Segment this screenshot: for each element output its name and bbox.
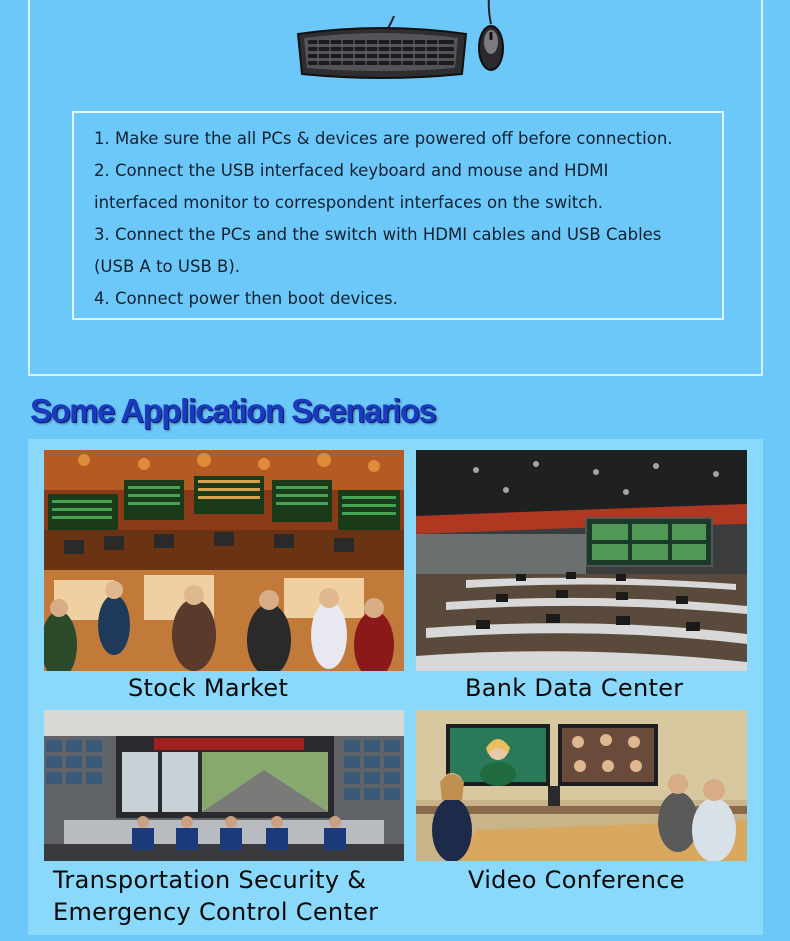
video-conference-caption: Video Conference <box>468 866 685 894</box>
keyboard-mouse-icon <box>294 16 470 82</box>
instructions-box <box>72 111 724 320</box>
instruction-line-2: 2. Connect the USB interfaced keyboard and mouse and HDMI <box>94 161 609 180</box>
stock-market-caption: Stock Market <box>128 674 289 702</box>
instruction-line-1: 1. Make sure the all PCs & devices are powered off before connection. <box>94 129 673 148</box>
section-title: Some Application Scenarios <box>30 392 436 429</box>
transportation-caption-line-1: Transportation Security & <box>53 866 367 894</box>
instruction-line-6: 4. Connect power then boot devices. <box>94 289 398 308</box>
video-conference-photo <box>416 710 747 861</box>
transportation-control-photo <box>44 710 404 861</box>
stock-market-photo <box>44 450 404 671</box>
bank-data-center-caption: Bank Data Center <box>465 674 684 702</box>
bank-data-center-photo <box>416 450 747 671</box>
transportation-caption-line-2: Emergency Control Center <box>53 898 379 926</box>
instruction-line-5: (USB A to USB B). <box>94 257 241 276</box>
instruction-line-4: 3. Connect the PCs and the switch with HDMI cables and USB Cables <box>94 225 662 244</box>
instruction-line-3: interfaced monitor to correspondent interfaces on the switch. <box>94 193 604 212</box>
mouse-icon <box>477 0 507 74</box>
